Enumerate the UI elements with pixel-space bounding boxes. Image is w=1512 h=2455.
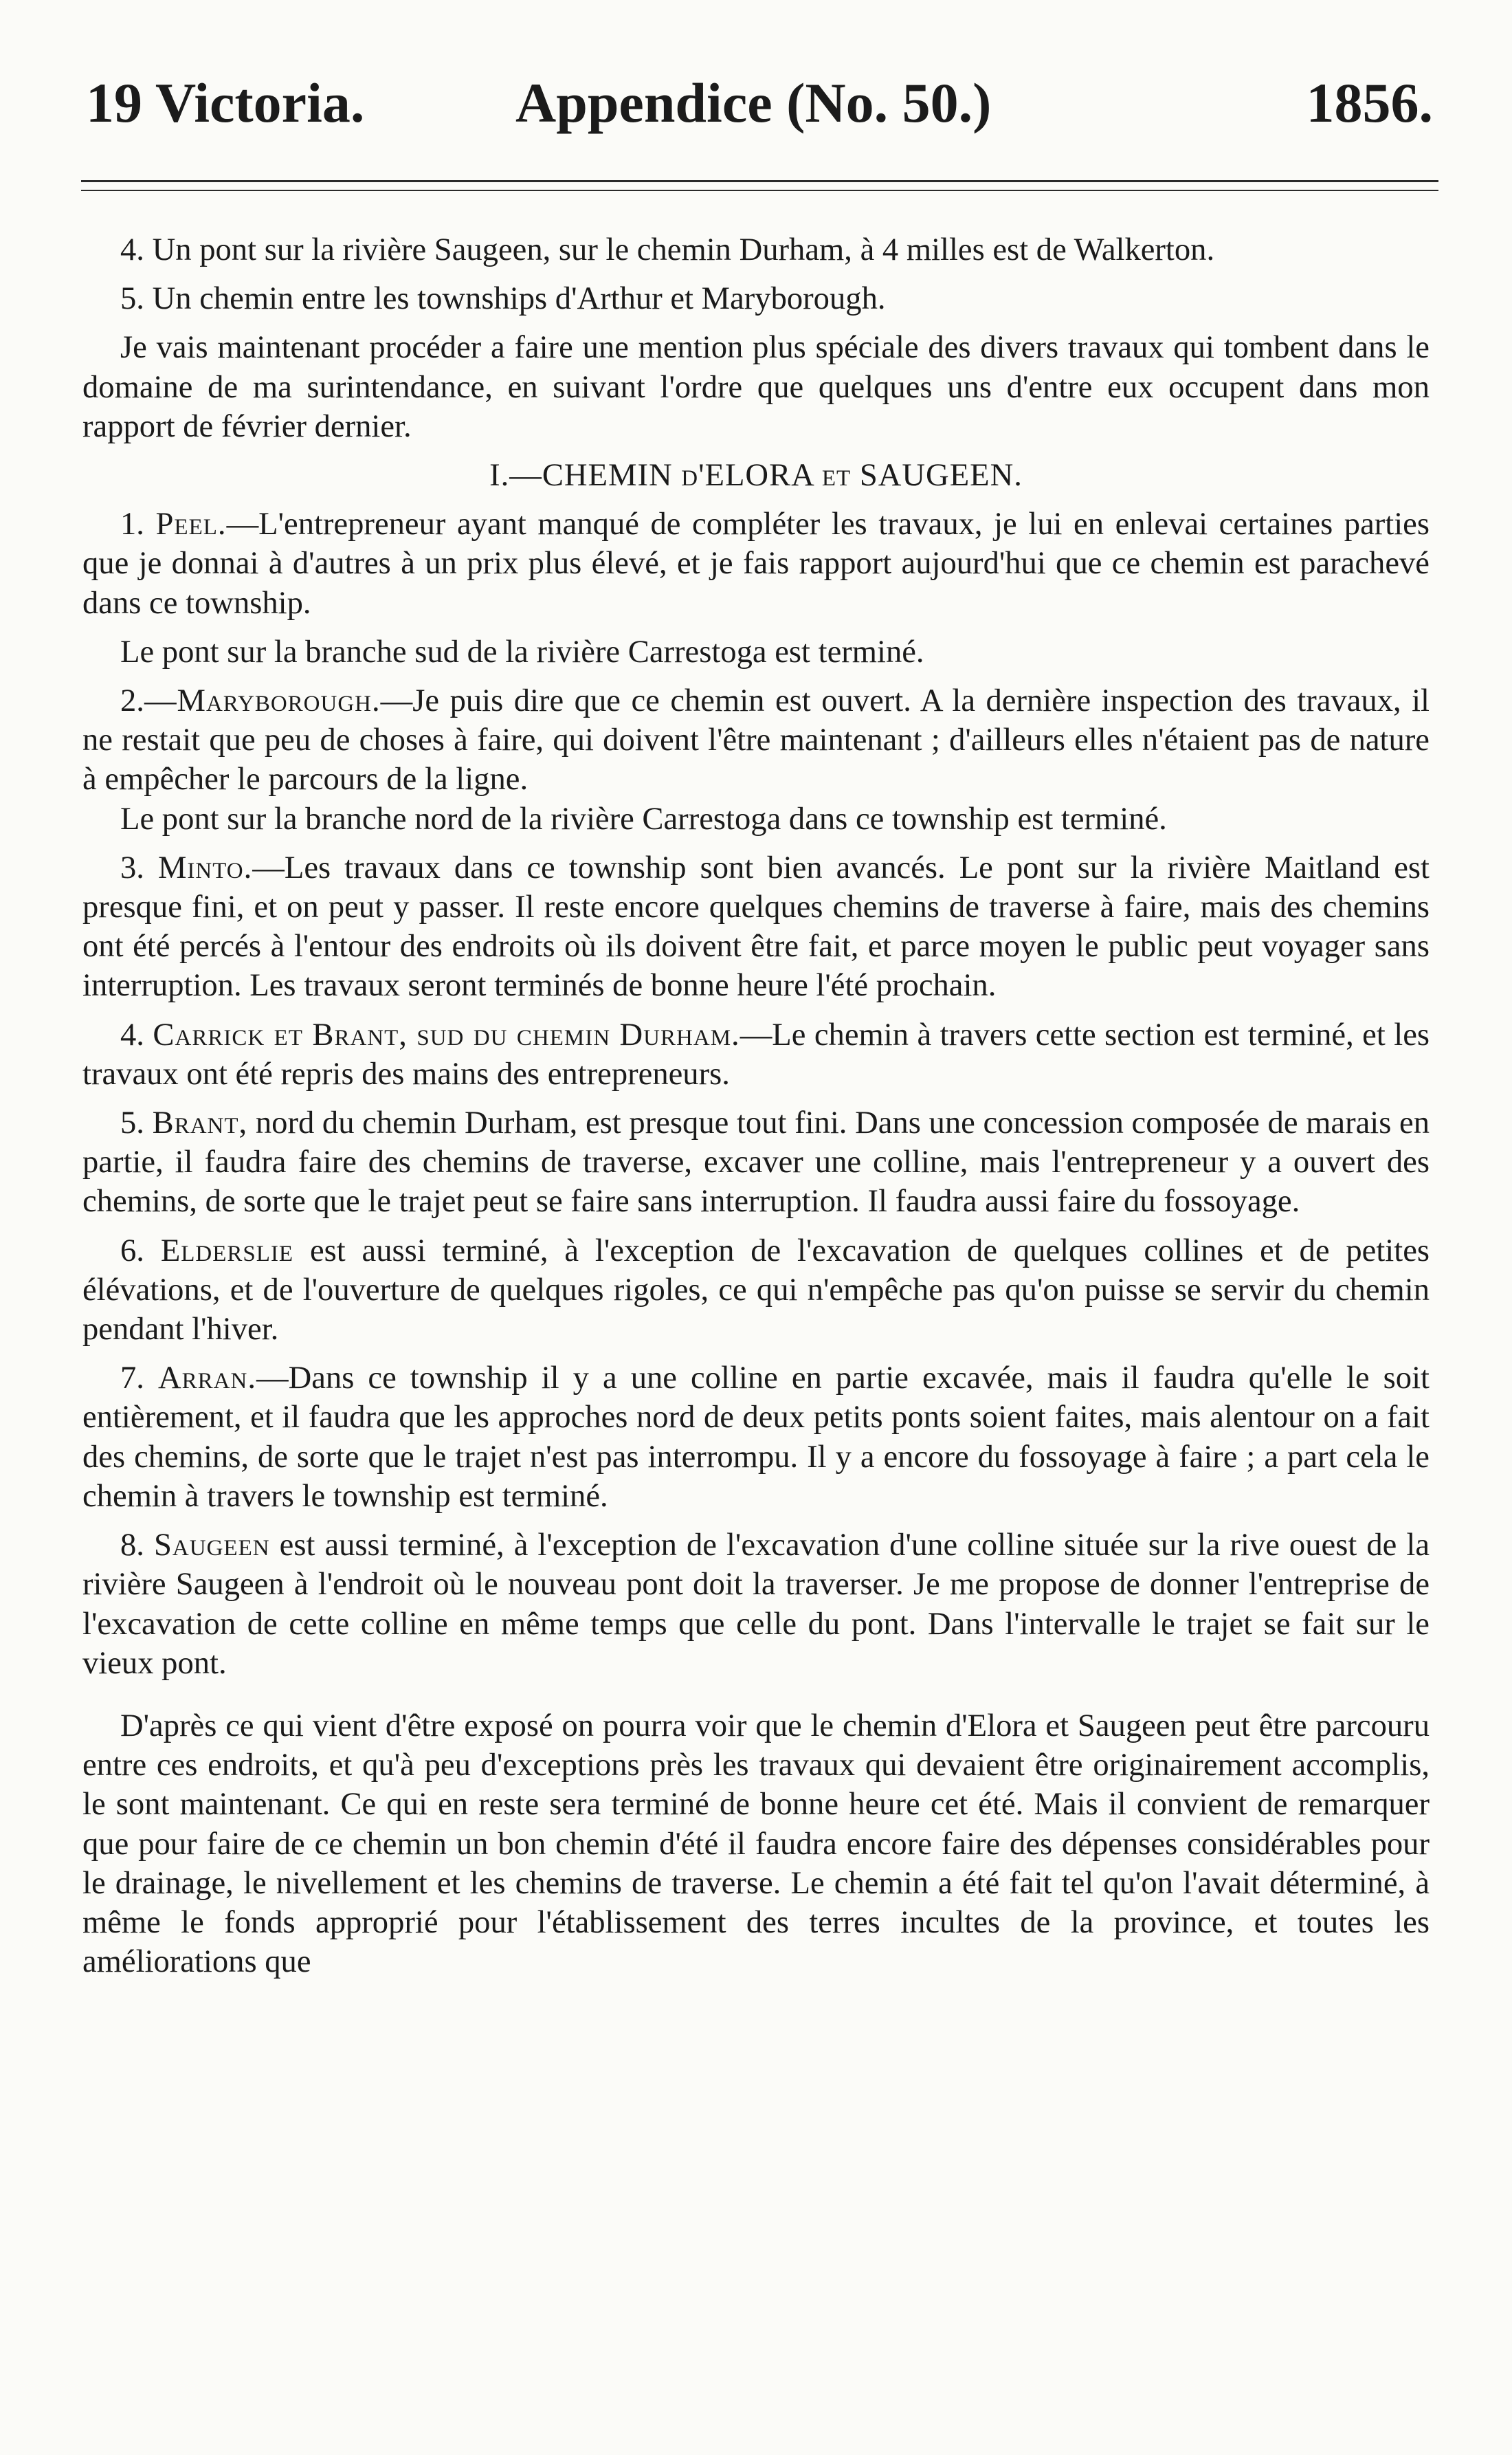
header-year: 1856. bbox=[1306, 71, 1433, 134]
township-paragraph: 7. Arran.—Dans ce township il y a une colline en partie excavée, mais il faudra qu'elle le soit entièrement, et il faudra que les approches nord de deux petits ponts soient faites, mais alentour on a fait des chemins, de sorte que le trajet n'est pas interrompu. Il y a encore du fossoyage à faire ; a part cela le chemin à travers le township est terminé. bbox=[82, 1360, 1430, 1514]
list-item bbox=[82, 279, 1430, 318]
item-number: 4. bbox=[120, 232, 144, 267]
township-name: Minto. bbox=[157, 849, 253, 885]
township-paragraph: 1. Peel.—L'entrepreneur ayant manqué de compléter les travaux, je lui en enlevai certaines parties que je donnai à d'autres à un prix plus élevé, et je fais rapport aujourd'hui que ce chemin est parachevé dans ce township. bbox=[82, 506, 1430, 621]
section-title: I.—CHEMIN d'ELORA et SAUGEEN. bbox=[489, 457, 1023, 494]
township-paragraph: 8. Saugeen est aussi terminé, à l'exception de l'excavation d'une colline située sur la rive ouest de la rivière Saugeen à l'endroit où le nouveau pont doit la traverser. Je me propose de donner l'entreprise de l'excavation de cette colline en même temps que celle du pont. Dans l'intervalle le trajet se fait sur le vieux pont. bbox=[82, 1527, 1430, 1681]
township-name: Peel. bbox=[155, 506, 227, 542]
item-text: Un chemin entre les townships d'Arthur et Maryborough. bbox=[152, 280, 886, 317]
township-paragraph: 5. Brant, nord du chemin Durham, est presque tout fini. Dans une concession composée de marais en partie, il faudra faire des chemins de traverse, excaver une colline, mais l'entrepreneur y a ouvert des chemins, de sorte que le trajet peut se faire sans interruption. Il faudra aussi faire du fossoyage. bbox=[82, 1105, 1430, 1220]
item-text: Un pont sur la rivière Saugeen, sur le chemin Durham, à 4 milles est de Walkerton. bbox=[152, 232, 1215, 267]
note-paragraph: Le pont sur la branche sud de la rivière Carrestoga est terminé. bbox=[120, 633, 924, 670]
header-appendix-title: Appendice (No. 50.) bbox=[515, 71, 992, 134]
township-paragraph: 3. Minto.—Les travaux dans ce township sont bien avancés. Le pont sur la rivière Maitland est presque fini, et on peut y passer. Il reste encore quelques chemins de traverse à faire, mais des chemins ont été percés à l'entour des endroits où ils doivent être fait, et parce moyen le public peut voyager sans interruption. Les travaux seront terminés de bonne heure l'été prochain. bbox=[82, 849, 1430, 1004]
header-regnal-year: 19 Victoria. bbox=[86, 71, 365, 134]
header-rule-bottom bbox=[81, 190, 1438, 191]
page-header bbox=[86, 65, 1433, 141]
note-paragraph: Le pont sur la branche nord de la rivière Carrestoga dans ce township est terminé. bbox=[120, 800, 1167, 837]
township-paragraph: 2.—Maryborough.—Je puis dire que ce chemin est ouvert. A la dernière inspection des travaux, il ne restait que peu de choses à faire, qui doivent l'être maintenant ; d'ailleurs elles n'étaient pas de nature à empêcher le parcours de la ligne. bbox=[82, 683, 1430, 797]
intro-paragraph: Je vais maintenant procéder a faire une mention plus spéciale des divers travaux qui tombent dans le domaine de ma surintendance, en suivant l'ordre que quelques uns d'entre eux occupent dans mon rapport de février dernier. bbox=[82, 329, 1430, 444]
township-name: —Maryborough. bbox=[144, 683, 381, 719]
township-name: Arran. bbox=[158, 1360, 256, 1396]
header-rule-top bbox=[81, 180, 1438, 182]
item-number: 5. bbox=[120, 280, 144, 317]
township-paragraph: 6. Elderslie est aussi terminé, à l'exception de l'excavation de quelques collines et de petites élévations, et de l'ouverture de quelques rigoles, ce qui n'empêche pas qu'on puisse se servir du chemin pendant l'hiver. bbox=[82, 1232, 1430, 1347]
document-body bbox=[82, 230, 1430, 1981]
list-item bbox=[82, 230, 1430, 269]
township-name: Saugeen bbox=[154, 1527, 270, 1563]
township-name: Carrick et Brant, sud du chemin Durham. bbox=[153, 1016, 740, 1053]
closing-paragraph: D'après ce qui vient d'être exposé on pourra voir que le chemin d'Elora et Saugeen peut être parcouru entre ces endroits, et qu'à peu d'exceptions près les travaux qui devaient être originairement accomplis, le sont maintenant. Ce qui en reste sera terminé de bonne heure cet été. Mais il convient de remarquer que pour faire de ce chemin un bon chemin d'été il faudra encore faire des dépenses considérables pour le drainage, le nivellement et les chemins de traverse. Le chemin a été fait tel qu'on l'avait déterminé, à même le fonds approprié pour l'établissement des terres incultes de la province, et toutes les améliorations que bbox=[82, 1707, 1430, 1980]
township-name: Brant, bbox=[152, 1105, 248, 1141]
township-paragraph: 4. Carrick et Brant, sud du chemin Durham.—Le chemin à travers cette section est terminé, et les travaux ont été repris des mains des entrepreneurs. bbox=[82, 1016, 1430, 1092]
township-name: Elderslie bbox=[160, 1232, 294, 1268]
